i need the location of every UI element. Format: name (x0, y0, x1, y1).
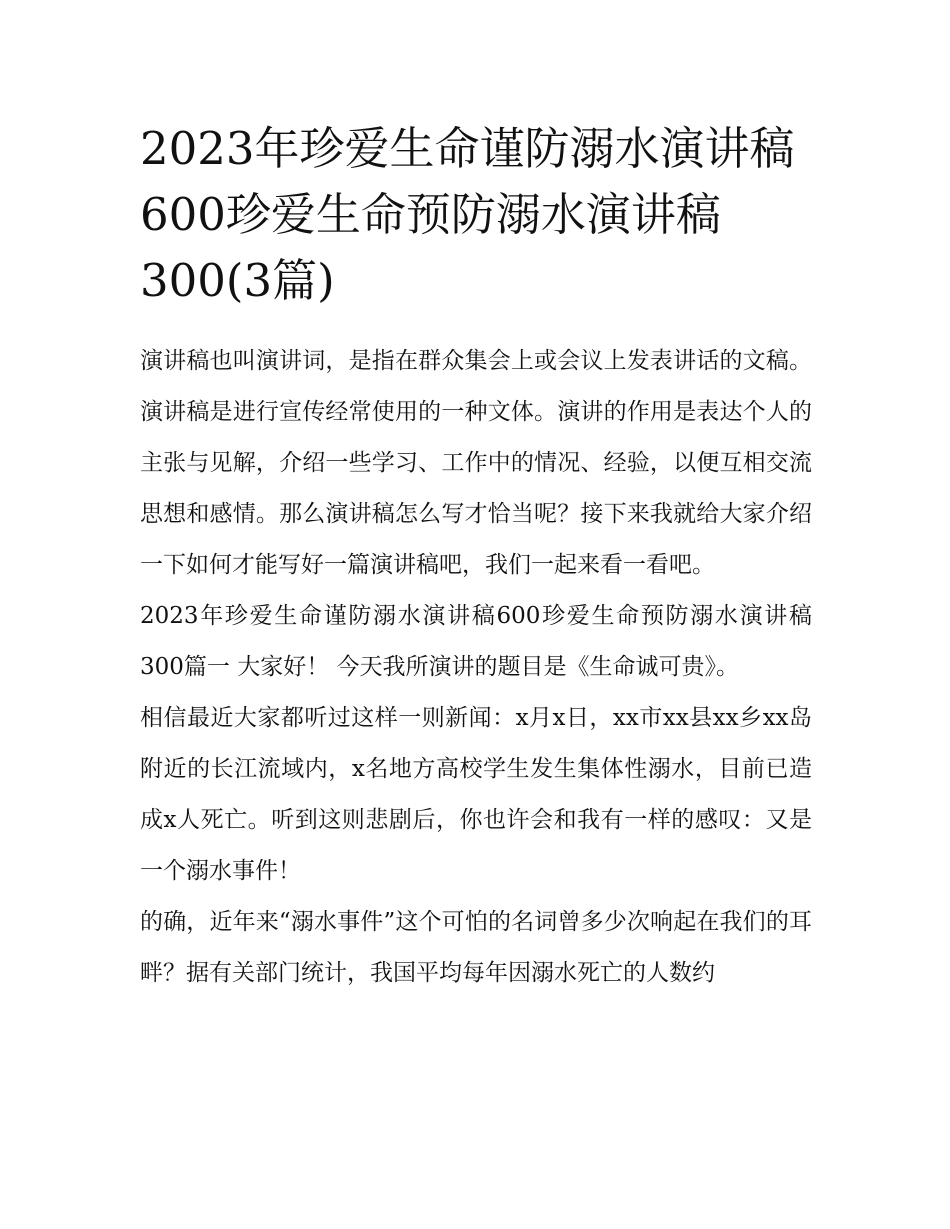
paragraph-news: 相信最近大家都听过这样一则新闻：x月x日，xx市xx县xx乡xx岛附近的长江流域内，x名地方高校学生发生集体性溺水，目前已造成x人死亡。听到这则悲剧后，你也许会和我有一样的感叹：又是一个溺水事件！ (140, 705, 812, 884)
paragraph-statistics: 的确，近年来“溺水事件”这个可怕的名词曾多少次响起在我们的耳畔？据有关部门统计，我国平均每年因溺水死亡的人数约 (140, 909, 812, 986)
paragraph-speech-opening: 2023年珍爱生命谨防溺水演讲稿600珍爱生命预防溺水演讲稿300篇一 大家好！ 今天我所演讲的题目是《生命诚可贵》。 (140, 603, 812, 680)
document-title: 2023年珍爱生命谨防溺水演讲稿600珍爱生命预防溺水演讲稿300(3篇) (140, 122, 795, 307)
paragraph-intro: 演讲稿也叫演讲词，是指在群众集会上或会议上发表讲话的文稿。演讲稿是进行宣传经常使用的一种文体。演讲的作用是表达个人的主张与见解，介绍一些学习、工作中的情况、经验，以便互相交流思想和感情。那么演讲稿怎么写才恰当呢？接下来我就给大家介绍一下如何才能写好一篇演讲稿吧，我们一起来看一看吧。 (140, 348, 812, 578)
document-page (140, 116, 812, 999)
